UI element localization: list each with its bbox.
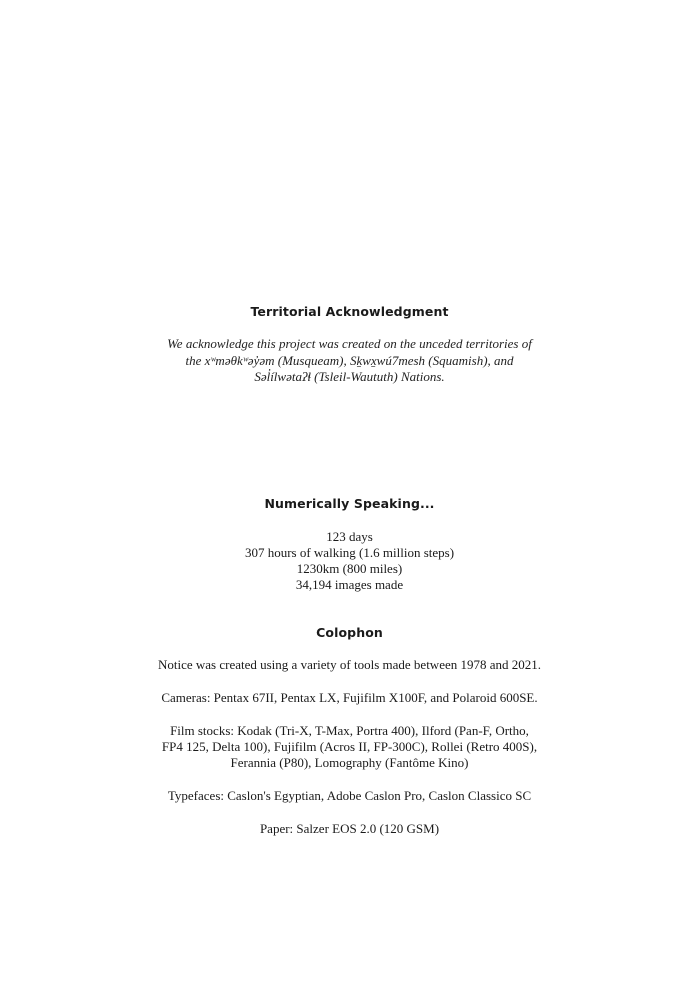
acknowledgment-line-2: the xʷməθkʷəy̓əm (Musqueam), Sḵwx̱wú7mesh (Squamish), and: [185, 352, 514, 368]
territorial-acknowledgment-section: [0, 304, 699, 386]
colophon-typefaces: Typefaces: Caslon's Egyptian, Adobe Caslon Pro, Caslon Classico SC: [167, 788, 532, 803]
colophon-heading: Colophon: [316, 625, 383, 640]
stat-hours-walking: 307 hours of walking (1.6 million steps): [244, 545, 455, 560]
numerically-speaking-heading: Numerically Speaking...: [264, 496, 435, 511]
acknowledgment-line-3: Səl̓ílwətaʔɬ (Tsleil-Waututh) Nations.: [254, 369, 445, 384]
stat-images: 34,194 images made: [295, 577, 404, 592]
acknowledgment-line-1: We acknowledge this project was created on the unceded territories of: [167, 336, 532, 351]
colophon-cameras: Cameras: Pentax 67II, Pentax LX, Fujifilm X100F, and Polaroid 600SE.: [161, 690, 538, 705]
territorial-acknowledgment-heading: Territorial Acknowledgment: [250, 304, 449, 319]
colophon-section: [0, 625, 699, 854]
colophon-paper: Paper: Salzer EOS 2.0 (120 GSM): [259, 821, 440, 836]
numerically-speaking-section: [0, 496, 699, 593]
colophon-film-stocks: [0, 723, 699, 771]
stat-days: 123 days: [326, 529, 373, 544]
film-stocks-line-2: FP4 125, Delta 100), Fujifilm (Acros II, FP-300C), Rollei (Retro 400S),: [161, 739, 538, 754]
colophon-intro: Notice was created using a variety of tools made between 1978 and 2021.: [157, 657, 542, 672]
film-stocks-line-1: Film stocks: Kodak (Tri-X, T-Max, Portra 400), Ilford (Pan-F, Ortho,: [170, 723, 529, 738]
stat-distance: 1230km (800 miles): [296, 561, 403, 576]
film-stocks-line-3: Ferannia (P80), Lomography (Fantôme Kino): [230, 755, 469, 770]
